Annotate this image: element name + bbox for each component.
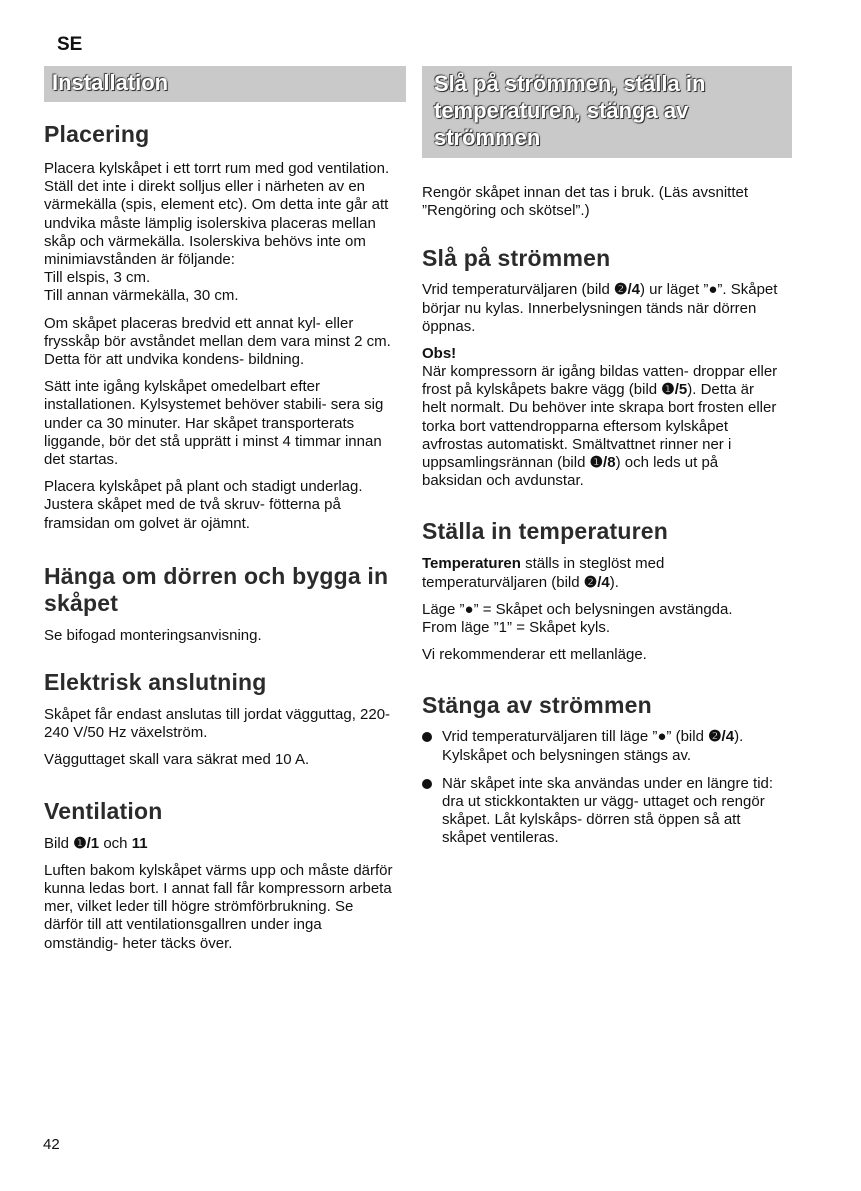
obs-label: Obs! [422,345,457,363]
stalla-temp-b: ). [609,573,619,591]
obs-bild-reference-2: ❶/8 [589,454,616,472]
sla-bild-reference: ❷/4 [614,281,640,299]
power-temperature-banner: Slå på strömmen, ställa in temperaturen, stänga av strömmen [422,66,792,158]
placering-line-elspis: Till elspis, 3 cm. [44,269,151,287]
stanga-item-1-b: ). Kylskåpet och belysningen stängs av. [442,728,744,764]
obs-bild-reference-1: ❶/5 [661,381,688,399]
sla-heading: Slå på strömmen [422,245,611,272]
lage-on-text: From läge ”1” = Skåpet kyls. [422,619,610,637]
ventilation-text: Luften bakom kylskåpet värms upp och måste därför kunna ledas bort. I annat fall får kompressorn arbeta mer, vilket leder till högre strömförbrukning. Se därför till att ventilationsgallren under inga omständig- heter täcks över. [44,861,393,952]
stanga-heading: Stänga av strömmen [422,692,652,719]
obs-text [422,363,782,490]
obs-text-a: När kompressorn är igång bildas vatten- droppar eller frost på kylskåpets bakre vägg (bild [422,363,778,399]
installation-banner: Installation [44,66,406,102]
recommendation-text: Vi rekommenderar ett mellanläge. [422,646,647,664]
temperature-label: Temperaturen [422,555,521,573]
lage-off-text: Läge ”●” = Skåpet och belysningen avstängda. [422,600,733,618]
bild-reference: ❶/1 [73,834,100,852]
ventilation-heading: Ventilation [44,797,163,824]
placering-paragraph-4: Placera kylskåpet på plant och stadigt underlag. Justera skåpet med de två skruv- fötterna på framsidan om golvet är ojämnt. [44,478,363,532]
placering-paragraph-1: Placera kylskåpet i ett torrt rum med god ventilation. Ställ det inte i direkt solljus eller i närheten av en värmekälla (spis, element etc). Om detta inte går att undvika måste lämplig isolerskiva placeras mellan skåp och värmekälla. Isolerskiva behövs inte om minimiavstånden är följande: [44,160,390,269]
bullet-icon [422,732,432,742]
placering-line-annan: Till annan värmekälla, 30 cm. [44,287,239,305]
sla-text [422,281,782,336]
page-number: 42 [43,1136,60,1153]
stalla-temp-a: ställs in steglöst med temperaturväljaren (bild [422,555,665,591]
list-item [422,728,782,764]
stanga-bild-reference: ❷/4 [708,728,735,746]
placering-paragraph-3: Sätt inte igång kylskåpet omedelbart efter installationen. Kylsystemet behöver stabili- sera sig under ca 30 minuter. Har skåpet transporterats liggande, bör det stå upprätt i minst 4 timmar innan det startas. [44,378,384,469]
elektrisk-paragraph-1: Skåpet får endast anslutas till jordat vägguttag, 220-240 V/50 Hz växelström. [44,706,391,742]
bild-reference-2: 11 [131,834,148,852]
left-column [44,66,396,953]
stalla-heading: Ställa in temperaturen [422,518,668,545]
obs-text-b: ). Detta är helt normalt. Du behöver inte skrapa bort frosten eller torka bort vattendropparna eftersom kylskåpet avfrostas automatiskt. Smältvattnet rinner ner i uppsamlingsrännan (bild [422,381,777,472]
placering-paragraph-2: Om skåpet placeras bredvid ett annat kyl- eller frysskåp bör avståndet mellan dem vara minst 2 cm. Detta för att undvika kondens- bildning. [44,314,391,369]
bild-prefix: Bild [44,834,74,852]
language-code: SE [57,34,83,55]
obs-text-c: ) och leds ut på baksidan och avdunstar. [422,454,719,490]
right-column [422,66,782,848]
sla-text-b: ) ur läget ”●”. Skåpet börjar nu kylas. Innerbelysningen tänds när dörren öppnas. [422,281,778,335]
intro-text: Rengör skåpet innan det tas i bruk. (Läs avsnittet ”Rengöring och skötsel”.) [422,184,749,220]
bullet-icon [422,779,432,789]
list-item [422,775,782,848]
bild-mid: och [99,834,132,852]
stalla-bild-reference: ❷/4 [583,573,610,591]
stanga-item-1-a: Vrid temperaturväljaren till läge ”●” (bild [442,728,709,746]
hanga-text: Se bifogad monteringsanvisning. [44,626,262,644]
stalla-temp-text [422,555,782,591]
stanga-list [422,728,782,847]
elektrisk-paragraph-2: Vägguttaget skall vara säkrat med 10 A. [44,751,310,769]
elektrisk-heading: Elektrisk anslutning [44,669,267,696]
placering-heading: Placering [44,121,150,147]
stanga-item-2: När skåpet inte ska användas under en längre tid: dra ut stickkontakten ur vägg- uttaget och rengör skåpet. Låt kylskåps- dörren stå öppen så att skåpet ventileras. [442,774,774,847]
hanga-heading: Hänga om dörren och bygga in skåpet [44,562,389,616]
ventilation-bild-line [44,835,396,853]
sla-text-a: Vrid temperaturväljaren (bild [422,281,615,299]
